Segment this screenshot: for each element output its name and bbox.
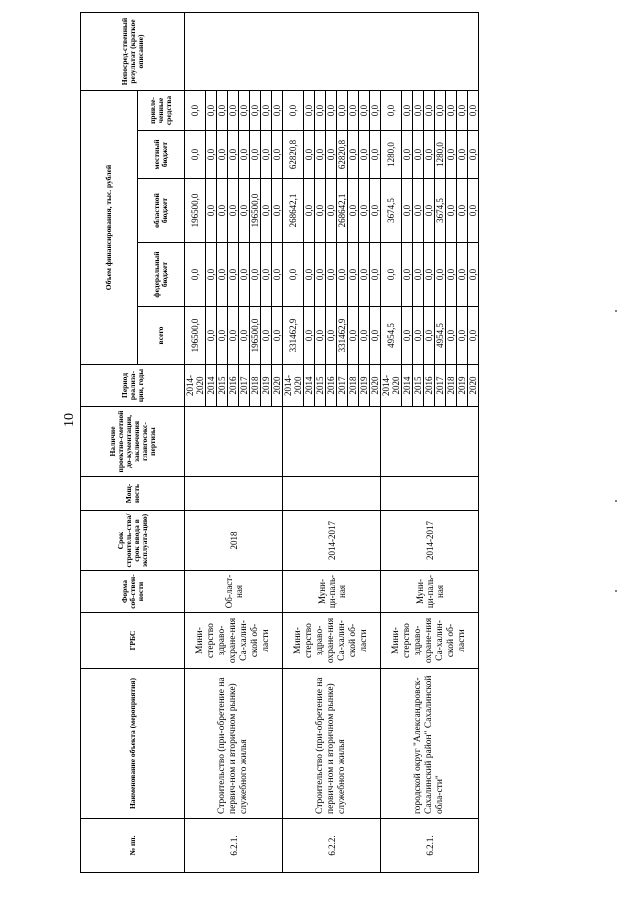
cell-total: 0,0 [206,307,217,365]
cell-federal: 0,0 [457,243,468,307]
cell-attracted: 0,0 [250,91,261,131]
cell-attracted: 0,0 [457,91,468,131]
col-header-result: Непосред-ственный результат (краткое описание) [81,13,185,91]
cell-period: 2014-2020 [381,365,402,407]
cell-regional: 0,0 [272,179,283,243]
cell-regional: 0,0 [468,179,479,243]
cell-attracted: 0,0 [359,91,370,131]
col-header-num: № пп. [81,819,185,873]
cell-local: 0,0 [217,131,228,179]
cell-local: 0,0 [326,131,337,179]
cell-total: 0,0 [261,307,272,365]
cell-regional: 0,0 [348,179,359,243]
cell-federal: 0,0 [185,243,206,307]
cell-local: 1280,0 [381,131,402,179]
cell-federal: 0,0 [370,243,381,307]
cell-local: 0,0 [185,131,206,179]
col-header-grbs: ГРБС [81,613,185,669]
cell-local: 0,0 [272,131,283,179]
cell-attracted: 0,0 [348,91,359,131]
cell-regional: 0,0 [206,179,217,243]
cell-regional: 0,0 [446,179,457,243]
cell-federal: 0,0 [381,243,402,307]
cell-total: 331462,9 [337,307,348,365]
cell-federal: 0,0 [206,243,217,307]
col-header-ownership: Форма соб-ствен-ности [81,571,185,613]
col-header-regional: областной бюджет [138,179,185,243]
table-row [185,13,206,873]
cell-attracted: 0,0 [315,91,326,131]
table-header [81,13,185,873]
ownership-form: Муни-ци-паль-ная [283,571,381,613]
cell-total: 0,0 [424,307,435,365]
row-num: 6.2.1. [381,819,479,873]
cell-local: 0,0 [304,131,315,179]
cell-period: 2014-2020 [283,365,304,407]
col-header-local: местный бюджет [138,131,185,179]
col-header-federal: федеральный бюджет [138,243,185,307]
cell-regional: 3674,5 [435,179,446,243]
cell-total: 0,0 [239,307,250,365]
cell-attracted: 0,0 [304,91,315,131]
cell-total: 0,0 [228,307,239,365]
cell-attracted: 0,0 [468,91,479,131]
cell-total: 0,0 [359,307,370,365]
cell-period: 2014 [206,365,217,407]
cell-total: 0,0 [348,307,359,365]
cell-federal: 0,0 [304,243,315,307]
cell-regional: 196500,0 [250,179,261,243]
cell-local: 0,0 [348,131,359,179]
capacity-cell [381,477,479,511]
cell-federal: 0,0 [402,243,413,307]
scan-speck [615,310,617,312]
cell-federal: 0,0 [239,243,250,307]
cell-local: 62820,8 [337,131,348,179]
cell-federal: 0,0 [446,243,457,307]
cell-period: 2020 [468,365,479,407]
scan-speck [615,500,617,502]
scan-speck [615,590,617,592]
col-header-capacity: Мощ-ность [81,477,185,511]
cell-regional: 268642,1 [283,179,304,243]
col-header-expertise: Наличие проектно-сметной до-кументации, заключения главгосэкс-пертизы [81,407,185,477]
cell-local: 0,0 [457,131,468,179]
col-header-attracted: привле-ченные средства [138,91,185,131]
cell-regional: 0,0 [239,179,250,243]
cell-regional: 196500,0 [185,179,206,243]
cell-period: 2020 [370,365,381,407]
cell-attracted: 0,0 [206,91,217,131]
object-name: городской округ "Александровск-Сахалинский район" Сахалинской обла-сти" [381,669,479,819]
cell-period: 2018 [348,365,359,407]
cell-total: 4954,5 [435,307,446,365]
cell-regional: 0,0 [261,179,272,243]
capacity-cell [185,477,283,511]
result-cell [185,13,479,91]
cell-regional: 0,0 [326,179,337,243]
deadline-cell: 2014-2017 [283,511,381,571]
cell-regional: 0,0 [304,179,315,243]
cell-local: 0,0 [206,131,217,179]
col-header-name: Наименование объекта (мероприятия) [81,669,185,819]
cell-federal: 0,0 [315,243,326,307]
cell-period: 2016 [424,365,435,407]
cell-period: 2015 [413,365,424,407]
cell-regional: 3674,5 [381,179,402,243]
cell-period: 2019 [457,365,468,407]
cell-regional: 0,0 [217,179,228,243]
cell-local: 0,0 [239,131,250,179]
cell-period: 2018 [250,365,261,407]
cell-attracted: 0,0 [370,91,381,131]
cell-regional: 0,0 [228,179,239,243]
cell-period: 2015 [315,365,326,407]
table-row [283,13,304,873]
cell-total: 196500,0 [185,307,206,365]
cell-attracted: 0,0 [272,91,283,131]
cell-period: 2020 [272,365,283,407]
cell-attracted: 0,0 [446,91,457,131]
cell-attracted: 0,0 [381,91,402,131]
cell-total: 0,0 [272,307,283,365]
cell-federal: 0,0 [413,243,424,307]
cell-federal: 0,0 [261,243,272,307]
funding-table [80,12,479,873]
row-num: 6.2.1. [185,819,283,873]
cell-regional: 0,0 [370,179,381,243]
cell-federal: 0,0 [250,243,261,307]
cell-federal: 0,0 [272,243,283,307]
col-header-period: Период реализа-ции, годы [81,365,185,407]
cell-total: 0,0 [402,307,413,365]
cell-local: 0,0 [261,131,272,179]
cell-regional: 0,0 [457,179,468,243]
cell-attracted: 0,0 [424,91,435,131]
cell-attracted: 0,0 [283,91,304,131]
cell-federal: 0,0 [468,243,479,307]
cell-total: 0,0 [457,307,468,365]
cell-federal: 0,0 [326,243,337,307]
cell-federal: 0,0 [337,243,348,307]
cell-federal: 0,0 [283,243,304,307]
cell-local: 0,0 [402,131,413,179]
cell-attracted: 0,0 [435,91,446,131]
cell-total: 4954,5 [381,307,402,365]
cell-local: 0,0 [413,131,424,179]
cell-regional: 0,0 [402,179,413,243]
cell-period: 2016 [228,365,239,407]
cell-federal: 0,0 [424,243,435,307]
cell-local: 0,0 [315,131,326,179]
cell-regional: 268642,1 [337,179,348,243]
expertise-cell [185,407,283,477]
cell-federal: 0,0 [228,243,239,307]
cell-local: 0,0 [370,131,381,179]
cell-federal: 0,0 [359,243,370,307]
cell-local: 0,0 [424,131,435,179]
cell-period: 2015 [217,365,228,407]
deadline-cell: 2014-2017 [381,511,479,571]
cell-regional: 0,0 [359,179,370,243]
expertise-cell [283,407,381,477]
cell-regional: 0,0 [424,179,435,243]
cell-period: 2014 [402,365,413,407]
cell-local: 0,0 [468,131,479,179]
cell-total: 0,0 [315,307,326,365]
cell-total: 0,0 [326,307,337,365]
cell-total: 0,0 [468,307,479,365]
cell-total: 0,0 [413,307,424,365]
cell-attracted: 0,0 [337,91,348,131]
cell-attracted: 0,0 [228,91,239,131]
cell-total: 0,0 [217,307,228,365]
row-num: 6.2.2. [283,819,381,873]
page-number: 10 [62,413,77,427]
cell-attracted: 0,0 [326,91,337,131]
cell-regional: 0,0 [315,179,326,243]
ownership-form: Муни-ци-паль-ная [381,571,479,613]
cell-federal: 0,0 [348,243,359,307]
cell-period: 2014-2020 [185,365,206,407]
cell-local: 0,0 [250,131,261,179]
deadline-cell: 2018 [185,511,283,571]
cell-period: 2019 [359,365,370,407]
grbs-name: Мини-стерство здраво-охране-ния Са-халин-ской об-ласти [283,613,381,669]
ownership-form: Об-ласт-ная [185,571,283,613]
cell-period: 2018 [446,365,457,407]
cell-period: 2016 [326,365,337,407]
cell-local: 0,0 [359,131,370,179]
cell-federal: 0,0 [217,243,228,307]
cell-total: 196500,0 [250,307,261,365]
cell-period: 2017 [435,365,446,407]
cell-attracted: 0,0 [402,91,413,131]
cell-total: 0,0 [304,307,315,365]
cell-period: 2017 [337,365,348,407]
cell-local: 0,0 [446,131,457,179]
cell-attracted: 0,0 [413,91,424,131]
grbs-name: Мини-стерство здраво-охране-ния Са-халин-ской об-ласти [381,613,479,669]
col-header-total: всего [138,307,185,365]
table-row [381,13,402,873]
cell-attracted: 0,0 [261,91,272,131]
cell-total: 331462,9 [283,307,304,365]
cell-period: 2014 [304,365,315,407]
rotated-page [80,13,615,873]
cell-federal: 0,0 [435,243,446,307]
cell-total: 0,0 [446,307,457,365]
grbs-name: Мини-стерство здраво-охране-ния Са-халин-ской об-ласти [185,613,283,669]
object-name: Строительство (при-обретение на первич-ном и вторичном рынке) служебного жилья [185,669,283,819]
cell-period: 2019 [261,365,272,407]
cell-attracted: 0,0 [185,91,206,131]
table-body [185,13,479,873]
col-header-funding: Объем финансирования, тыс. рублей [81,91,138,365]
expertise-cell [381,407,479,477]
cell-attracted: 0,0 [217,91,228,131]
cell-local: 0,0 [228,131,239,179]
cell-total: 0,0 [370,307,381,365]
cell-period: 2017 [239,365,250,407]
object-name: Строительство (при-обретение на первич-ном и вторичном рынке) служебного жилья [283,669,381,819]
col-header-deadline: Срок строитель-ства/срок ввода в эксплуата-цию) [81,511,185,571]
cell-regional: 0,0 [413,179,424,243]
cell-local: 62820,8 [283,131,304,179]
capacity-cell [283,477,381,511]
cell-local: 1280,0 [435,131,446,179]
cell-attracted: 0,0 [239,91,250,131]
